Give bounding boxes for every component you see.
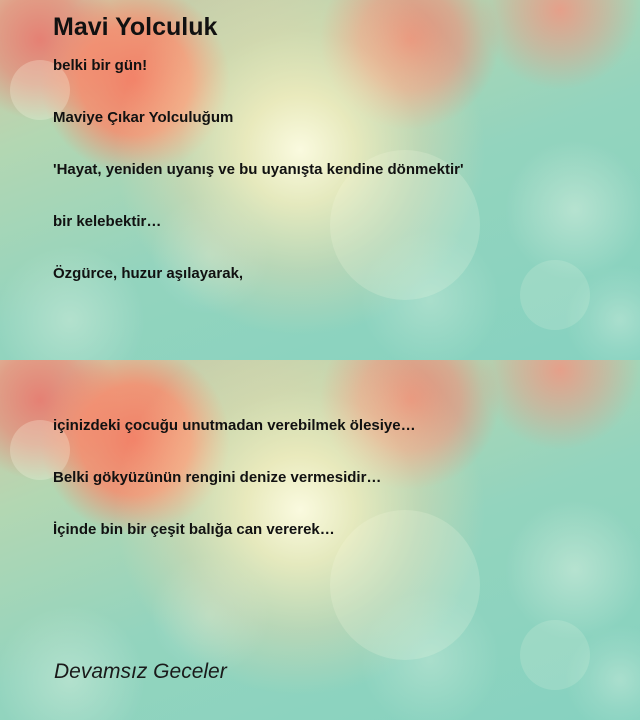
poem-line: İçinde bin bir çeşit balığa can vererek… [53, 521, 335, 538]
poem-title: Mavi Yolculuk [53, 13, 218, 41]
poem-line: Maviye Çıkar Yolculuğum [53, 109, 234, 126]
poem-line: Belki gökyüzünün rengini denize vermesidir… [53, 469, 382, 486]
poem-line: bir kelebektir… [53, 213, 162, 230]
poem-line: belki bir gün! [53, 57, 148, 74]
poem-author: Devamsız Geceler [54, 660, 227, 683]
poem-line: Özgürce, huzur aşılayarak, [53, 265, 244, 282]
poem-line: 'Hayat, yeniden uyanış ve bu uyanışta kendine dönmektir' [53, 161, 464, 178]
poem-line: içinizdeki çocuğu unutmadan verebilmek ölesiye… [53, 417, 416, 434]
